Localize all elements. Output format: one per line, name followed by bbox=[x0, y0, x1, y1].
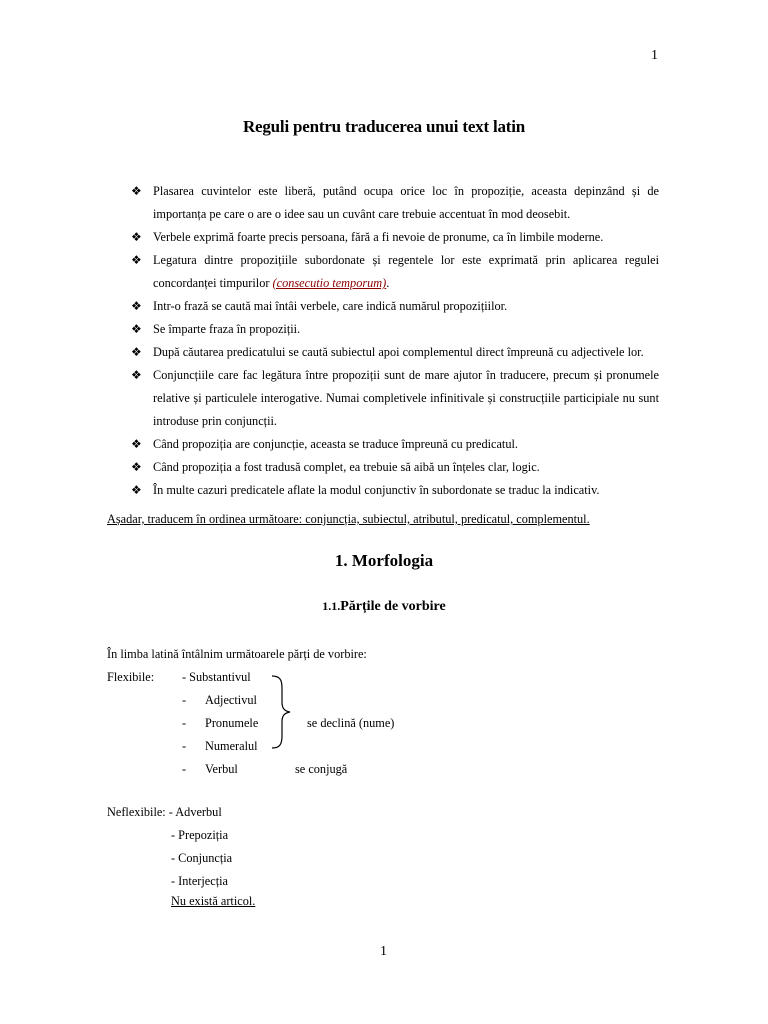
list-item bbox=[131, 456, 659, 479]
list-item-text: În multe cazuri predicatele aflate la modul conjunctiv în subordonate se traduc la indicativ. bbox=[153, 483, 600, 497]
flexible-item-adjectivul: Adjectivul bbox=[205, 693, 257, 707]
curly-brace-icon bbox=[270, 674, 294, 750]
page-number-bottom: 1 bbox=[380, 944, 387, 959]
subsection-number: 1.1. bbox=[322, 599, 341, 613]
list-item bbox=[131, 341, 659, 364]
list-item-text: Când propoziția are conjuncție, aceasta se traduce împreună cu predicatul. bbox=[153, 437, 518, 451]
page-title: Reguli pentru traducerea unui text latin bbox=[242, 117, 526, 136]
diamond-bullet-icon: ❖ bbox=[131, 437, 142, 451]
flexible-item-numeralul: Numeralul bbox=[205, 739, 258, 753]
diamond-bullet-icon: ❖ bbox=[131, 483, 142, 497]
dash: - bbox=[182, 739, 187, 753]
flexible-label: Flexibile: bbox=[107, 670, 155, 684]
diamond-bullet-icon: ❖ bbox=[131, 368, 142, 382]
list-item-text: Verbele exprimă foarte precis persoana, fără a fi nevoie de pronume, ca în limbile moderne. bbox=[153, 230, 604, 244]
no-article-note: Nu există articol. bbox=[171, 894, 256, 908]
list-item bbox=[131, 249, 659, 295]
diamond-bullet-icon: ❖ bbox=[131, 322, 142, 336]
list-item bbox=[131, 479, 659, 502]
list-item-text: Plasarea cuvintelor este liberă, putând ocupa orice loc în propoziție, aceasta depinzând și de importanța pe care o are o idee sau un cuvânt care trebuie accentuat în mod deosebit. bbox=[153, 184, 659, 221]
intro-text: În limba latină întâlnim următoarele părți de vorbire: bbox=[107, 647, 367, 661]
flexible-item-pronumele: Pronumele bbox=[205, 716, 259, 730]
dash: - bbox=[182, 693, 187, 707]
diamond-bullet-icon: ❖ bbox=[131, 253, 142, 267]
diamond-bullet-icon: ❖ bbox=[131, 345, 142, 359]
flexible-item-verbul: Verbul bbox=[205, 762, 238, 776]
list-item-text: Intr-o frază se caută mai întâi verbele, care indică numărul propozițiilor. bbox=[153, 299, 508, 313]
list-item-text: Se împarte fraza în propoziții. bbox=[153, 322, 301, 336]
list-item bbox=[131, 318, 659, 341]
list-item-text: Conjuncțiile care fac legătura între propoziții sunt de mare ajutor în traducere, precum și pronumele relative și particulele interogative. Numai completivele infinitivale și construcțiile participiale nu sunt introduse prin conjuncții. bbox=[153, 368, 659, 428]
dash: - bbox=[182, 762, 187, 776]
diamond-bullet-icon: ❖ bbox=[131, 460, 142, 474]
dash: - bbox=[182, 716, 187, 730]
diamond-bullet-icon: ❖ bbox=[131, 230, 142, 244]
declina-note: se declină (nume) bbox=[307, 716, 395, 730]
list-item-text: Legatura dintre propozițiile subordonate și regentele lor este exprimată prin aplicarea regulei concordanței timpurilor bbox=[153, 253, 659, 290]
diamond-bullet-icon: ❖ bbox=[131, 299, 142, 313]
summary-line: Așadar, traducem în ordinea următoare: conjuncția, subiectul, atributul, predicatul, complementul. bbox=[107, 512, 590, 526]
list-item-text: Când propoziția a fost tradusă complet, ea trebuie să aibă un înțeles clar, logic. bbox=[153, 460, 540, 474]
list-item-text: După căutarea predicatului se caută subiectul apoi complementul direct împreună cu adjectivele lor. bbox=[153, 345, 644, 359]
list-item bbox=[131, 180, 659, 226]
section-heading: 1. Morfologia bbox=[334, 551, 434, 570]
rules-list bbox=[131, 180, 659, 502]
list-item bbox=[131, 295, 659, 318]
diamond-bullet-icon: ❖ bbox=[131, 184, 142, 198]
latin-term: (consecutio temporum) bbox=[272, 276, 387, 290]
neflexible-item-conjunctia: - Conjuncția bbox=[171, 851, 233, 865]
subsection-heading bbox=[0, 599, 768, 615]
list-item bbox=[131, 226, 659, 249]
list-item bbox=[131, 364, 659, 433]
subsection-title: Părțile de vorbire bbox=[340, 599, 446, 614]
page-number-top: 1 bbox=[651, 48, 658, 63]
conjuga-note: se conjugă bbox=[295, 762, 348, 776]
list-item-end: . bbox=[386, 276, 390, 290]
flexible-item-substantivul: - Substantivul bbox=[182, 670, 251, 684]
neflexible-item-prepozitia: - Prepoziția bbox=[171, 828, 229, 842]
list-item bbox=[131, 433, 659, 456]
neflexible-label: Neflexibile: - Adverbul bbox=[107, 805, 222, 819]
neflexible-item-interjectia: - Interjecția bbox=[171, 874, 229, 888]
